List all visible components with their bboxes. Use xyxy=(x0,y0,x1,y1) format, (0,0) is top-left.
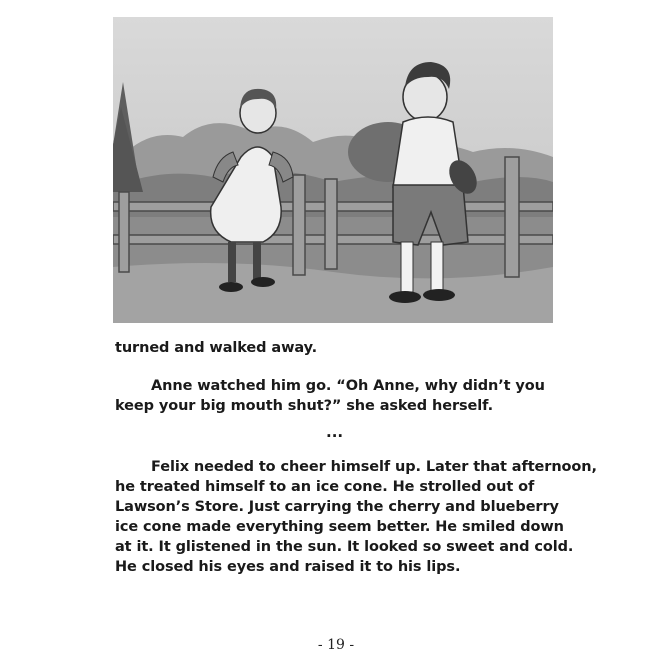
paragraph-continuation xyxy=(115,338,560,358)
paragraph-line: Lawson’s Store. Just carrying the cherry and blueberry xyxy=(115,499,559,515)
line-continuation: turned and walked away. xyxy=(115,340,318,356)
paragraph-line: He closed his eyes and raised it to his lips. xyxy=(115,559,461,575)
cartoon-scene-icon xyxy=(113,17,553,323)
paragraph-line: keep your big mouth shut?” she asked herself. xyxy=(115,398,493,414)
section-separator: ... xyxy=(326,423,344,441)
page-number: - 19 - xyxy=(317,637,355,653)
paragraph-anne xyxy=(115,376,560,416)
paragraph-line: ice cone made everything seem better. He smiled down xyxy=(115,519,564,535)
story-illustration xyxy=(113,17,553,323)
paragraph-line: Anne watched him go. “Oh Anne, why didn’t you xyxy=(151,378,545,394)
paragraph-line: at it. It glistened in the sun. It looked so sweet and cold. xyxy=(115,539,574,555)
paragraph-line: he treated himself to an ice cone. He strolled out of xyxy=(115,479,535,495)
paragraph-line: Felix needed to cheer himself up. Later that afternoon, xyxy=(151,459,597,475)
paragraph-felix xyxy=(115,457,597,577)
